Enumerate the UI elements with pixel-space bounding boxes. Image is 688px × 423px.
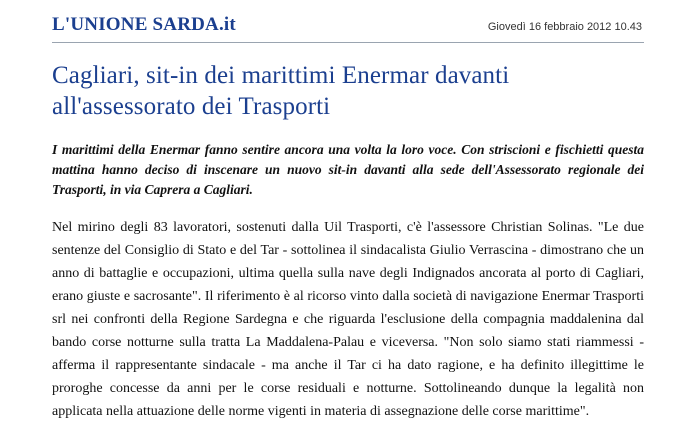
dateline: Giovedì 16 febbraio 2012 10.43 xyxy=(487,21,642,33)
site-logo[interactable]: L'UNIONE SARDA.it xyxy=(52,14,236,35)
header-divider xyxy=(52,42,644,43)
article-paragraph: Nel mirino degli 83 lavoratori, sostenuti dalla Uil Trasporti, c'è l'assessore Christian Solinas. "Le due sentenze del Consiglio di Stato e del Tar - sottolinea il sindacalista Giulio Verrascina - dimostrano che un anno di battaglie e occupazioni, ultima quella sulla nave degli Indignados ancorata al porto di Cagliari, erano giuste e sacrosante". Il riferimento è al ricorso vinto dalla società di navigazione Enermar Trasporti srl nei confronti della Regione Sardegna e che riguarda l'esclusione della compagnia maddalenina dal bando corse notturne sulla tratta La Maddalena-Palau e viceversa. "Non solo siamo stati riammessi - afferma il rappresentante sindacale - ma anche il Tar ci ha dato ragione, e ha definito illegittime le proroghe concesse da anni per le corse residuali e notturne. Sottolineando dunque la legalità non applicata nella attuazione delle norme vigenti in materia di assegnazione delle corse marittime". xyxy=(52,220,644,419)
masthead-row xyxy=(52,0,644,42)
article-standfirst: I marittimi della Enermar fanno sentire ancora una volta la loro voce. Con striscioni e fischietti questa mattina hanno deciso di inscenare un nuovo sit-in davanti alla sede dell'Assessorato regionale dei Trasporti, in via Caprera a Cagliari. xyxy=(52,142,644,197)
article-headline: Cagliari, sit-in dei marittimi Enermar davanti all'assessorato dei Trasporti xyxy=(52,62,510,120)
